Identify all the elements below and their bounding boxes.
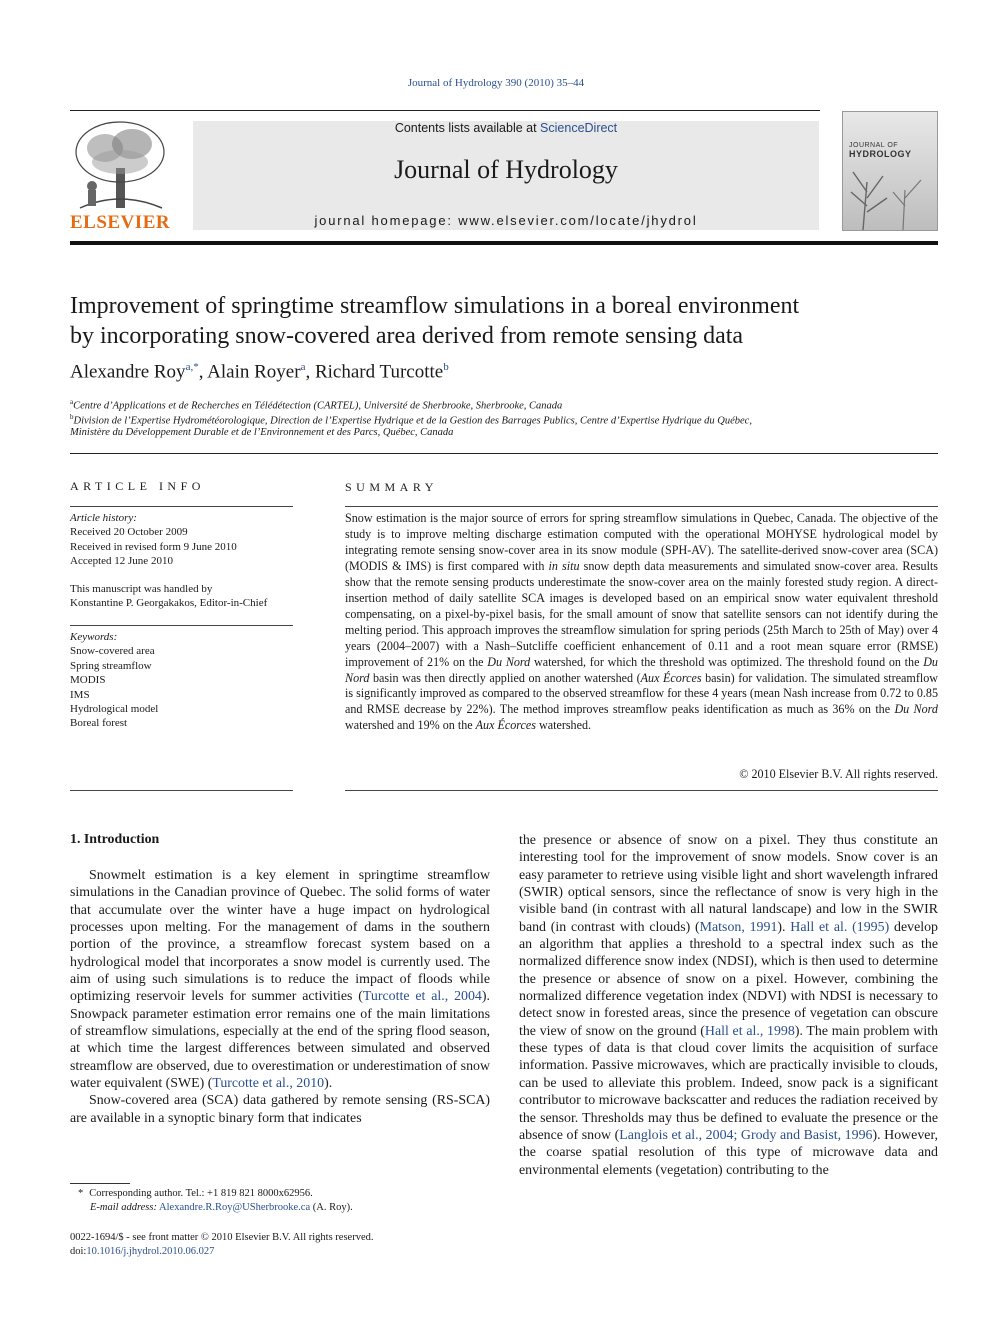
author-name: Richard Turcotte: [314, 361, 444, 383]
keywords: Keywords: Snow-covered area Spring streamflow MODIS IMS Hydrological model Boreal forest: [70, 630, 293, 731]
paragraph: Snow-covered area (SCA) data gathered by remote sensing (RS-SCA) are available in a synoptic binary form that indicates: [70, 1093, 490, 1126]
author-name: Alexandre Roy: [70, 361, 186, 383]
rule: [70, 790, 293, 791]
rule: [70, 506, 293, 507]
article-info-heading: ARTICLE INFO: [70, 479, 205, 493]
rule: [70, 625, 293, 626]
reference-link[interactable]: Hall et al. (1995): [790, 919, 890, 935]
affiliation-b: $^b$Division de l’Expertise Hydrométéorologique, Direction de l’Expertise Hydrique et de la Gestion des Barrages Publics, Centre d’Expertise Hydrique du Québec,: [70, 413, 752, 427]
cover-title: JOURNAL OF HYDROLOGY: [849, 142, 912, 159]
reference-link[interactable]: Turcotte et al., 2010: [212, 1076, 325, 1092]
journal-citation[interactable]: Journal of Hydrology 390 (2010) 35–44: [407, 77, 585, 89]
journal-cover-thumbnail[interactable]: [842, 111, 938, 231]
author-affil-link[interactable]: a,*: [185, 361, 199, 373]
article-history: Article history: Received 20 October 2009 Received in revised form 9 June 2010 Accepted 12 June 2010: [70, 512, 237, 568]
paragraph: Snowmelt estimation is a key element in springtime streamflow simulations in the Canadian province of Quebec. The solid forms of water that accumulate over the winter have a huge impact on hydrological processes upon melting. For the management of dams in the southern portion of the province, a streamflow forecast system based on a hydrological model that incorporates a snow model is currently used. The aim of using such simulations is to reduce the impact of floods while optimizing reservoir levels for summer activities (Turcotte et al., 2004). Snowpack parameter estimation error remains one of the main limitations of streamflow simulations, especially at the end of the spring flood season, at which time the largest differences between simulated and observed streamflow are observed, due to overestimation or underestimation of snow water equivalent (SWE) (Turcotte et al., 2010).: [70, 868, 490, 1092]
body-column-right: [519, 832, 938, 1179]
keyword: IMS: [70, 688, 90, 701]
affiliation-a: $^a$Centre d’Applications et de Recherches en Télédétection (CARTEL), Université de Sherbrooke, Sherbrooke, Canada: [70, 398, 563, 412]
summary-heading: SUMMARY: [345, 480, 438, 494]
sciencedirect-link[interactable]: ScienceDirect: [540, 121, 618, 135]
email-link[interactable]: Alexandre.R.Roy@USherbrooke.ca: [159, 1202, 311, 1213]
keyword: Boreal forest: [70, 717, 128, 730]
author-affil-link[interactable]: a: [300, 361, 306, 373]
keyword: MODIS: [70, 674, 106, 687]
reference-link[interactable]: Matson, 1991: [699, 919, 778, 935]
header-rule: [70, 110, 820, 111]
footnote-rule: [70, 1183, 130, 1184]
masthead-bottom-rule: [70, 241, 938, 245]
handling-editor: This manuscript was handled by Konstantine P. Georgakakos, Editor-in-Chief: [70, 583, 268, 610]
author-affil-link[interactable]: b: [443, 361, 449, 373]
journal-homepage: journal homepage: www.elsevier.com/locate/jhydrol: [314, 213, 698, 228]
homepage-link[interactable]: www.elsevier.com/locate/jhydrol: [458, 213, 698, 228]
rule: [345, 506, 938, 507]
body-column-left: [70, 867, 490, 1127]
keyword: Hydrological model: [70, 703, 159, 716]
paper-title: Improvement of springtime streamflow simulations in a boreal environment by incorporating snow-covered area derived from remote sensing data: [70, 293, 800, 349]
contents-line: Contents lists available at ScienceDirect: [394, 121, 618, 135]
author-list: Alexandre Roy$^{a,*}$, Alain Royer$^a$, Richard Turcotte$^b$: [70, 361, 449, 383]
copyright-notice: © 2010 Elsevier B.V. All rights reserved.: [739, 767, 938, 781]
front-matter: 0022-1694/$ - see front matter © 2010 Elsevier B.V. All rights reserved. doi:10.1016/j.jhydrol.2010.06.027: [70, 1232, 374, 1257]
rule: [345, 790, 938, 791]
cover-tree-image: [843, 162, 937, 230]
corresponding-author-footnote: * Corresponding author. Tel.: +1 819 821 8000x62956. E-mail address: Alexandre.R.Roy@USherbrooke.ca (A. Roy).: [78, 1188, 353, 1213]
paragraph: the presence or absence of snow on a pixel. They thus constitute an interesting tool for the improvement of snow models. Snow cover is an easy parameter to retrieve using visible light and short wavelength infrared (SWIR) optical sensors, since the reflectance of snow is very high in the visible band (in contrast with all natural landscape) and low in the SWIR band (in contrast with clouds) (Matson, 1991). Hall et al. (1995) develop an algorithm that applies a threshold to a spectral index such as the normalized difference snow index (NDSI), which is then used to determine the presence or absence of snow on a pixel. However, combining the normalized difference vegetation index (NDVI) with NDSI is necessary to detect snow in forested areas, since the presence of vegetation can obscure the view of snow on the ground (Hall et al., 1998). The main problem with these types of data is that cloud cover limits the acquisition of surface information. Passive microwaves, which are practically invisible to clouds, can be used to alleviate this problem. Indeed, snow pack is a significant contributor to microwave backscatter and reduces the radiation received by the sensor. Thresholds may thus be defined to evaluate the presence or the absence of snow (Langlois et al., 2004; Grody and Basist, 1996). However, the coarse spatial resolution of this type of microwave data and environmental elements (vegetation) contributing to the: [519, 833, 938, 1178]
keyword: Snow-covered area: [70, 645, 155, 658]
info-top-rule: [70, 453, 938, 454]
journal-title: Journal of Hydrology: [394, 155, 618, 184]
elsevier-tree-logo: [70, 120, 170, 212]
reference-link[interactable]: Hall et al., 1998: [704, 1023, 795, 1039]
reference-link[interactable]: Langlois et al., 2004; Grody and Basist, 1996: [619, 1127, 873, 1143]
author-name: Alain Royer: [207, 361, 301, 383]
affiliation-b-cont: Ministère du Développement Durable et de l’Environnement et des Parcs, Québec, Canada: [70, 427, 454, 438]
doi-link[interactable]: 10.1016/j.jhydrol.2010.06.027: [86, 1246, 215, 1257]
keyword: Spring streamflow: [70, 659, 152, 672]
summary-text: Snow estimation is the major source of errors for spring streamflow simulations in Quebec, Canada. The objective of the study is to improve melting discharge estimation computed with the operational MOHYSE hydrological model by integrating remote sensing snow-cover area in its snow module (SPH-AV). The satellite-derived snow-cover area (SCA) (MODIS & IMS) is first compared with in situ snow depth data measurements and simulated snow-cover area. Results show that the remote sensing products underestimate the snow-cover area on the mainly forested study region. A direct-insertion method of daily satellite SCA images is developed based on an empirical snow water equivalent threshold compensating, on a pixel-by-pixel basis, for the small amount of snow that satellite sensors can not identify during the melting period. This approach improves the streamflow simulation for spring periods (25th March to 25th of May) over 4 years (2004–2007) with a Nash–Sutcliffe coefficient enhancement of 0.11 and a root mean square error (RMSE) improvement of 21% on the Du Nord watershed, for which the threshold was optimized. The threshold found on the Du Nord basin was then directly applied on another watershed (Aux Écorces basin) for validation. The simulated streamflow is significantly improved as compared to the observed streamflow for these 4 years (mean Nash increase from 0.72 to 0.85 and RMSE decrease by 22%). The method improves streamflow peaks identification as much as 36% on the Du Nord watershed and 19% on the Aux Écorces watershed.: [345, 511, 939, 733]
elsevier-wordmark: ELSEVIER: [70, 212, 171, 233]
section-heading-introduction: 1. Introduction: [70, 832, 160, 847]
reference-link[interactable]: Turcotte et al., 2004: [362, 989, 482, 1005]
